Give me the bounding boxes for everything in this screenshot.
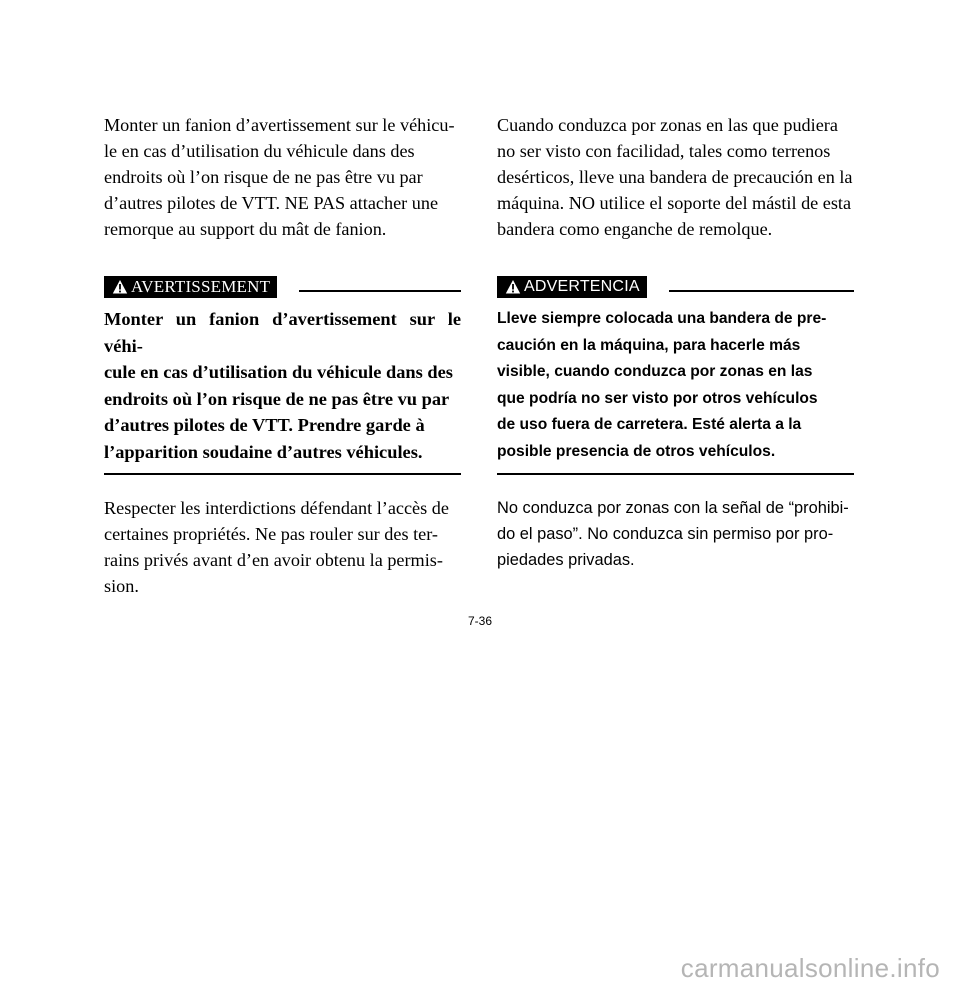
spanish-after-line: No conduzca por zonas con la señal de “prohibi-: [497, 499, 849, 517]
french-after-line: sion.: [104, 576, 139, 596]
spanish-after-line: piedades privadas.: [497, 551, 635, 569]
warning-triangle-icon: [505, 279, 521, 295]
french-intro-paragraph: [104, 112, 461, 242]
spanish-column: [497, 112, 854, 573]
spanish-warning-line: visible, cuando conduzca por zonas en las: [497, 363, 813, 380]
french-intro-line: remorque au support du mât de fanion.: [104, 219, 387, 239]
french-warning-line: endroits où l’on risque de ne pas être vu par: [104, 388, 450, 409]
spanish-intro-line: bandera como enganche de remolque.: [497, 219, 773, 239]
french-intro-line: endroits où l’on risque de ne pas être vu par: [104, 167, 423, 187]
spanish-intro-line: desérticos, lleve una bandera de precaución en la: [497, 167, 853, 187]
french-warning-line: cule en cas d’utilisation du véhicule dans des: [104, 362, 453, 382]
french-warning-rule: [299, 290, 461, 292]
spanish-warning-label: ADVERTENCIA: [524, 278, 640, 295]
french-after-paragraph: [104, 495, 461, 599]
spanish-warning-end-rule: [497, 473, 854, 475]
spanish-warning-line: caución en la máquina, para hacerle más: [497, 336, 801, 354]
french-intro-line: d’autres pilotes de VTT. NE PAS attacher une: [104, 193, 439, 213]
spanish-warning-header: [497, 276, 854, 298]
french-warning-line: Monter un fanion d’avertissement sur le véhi-: [104, 309, 461, 356]
french-warning-header: [104, 276, 461, 298]
french-intro-line: le en cas d’utilisation du véhicule dans des: [104, 141, 415, 161]
spanish-warning-line: posible presencia de otros vehículos.: [497, 442, 776, 460]
watermark-text: carmanualsonline.info: [680, 953, 940, 983]
french-column: [104, 112, 461, 599]
spanish-after-paragraph: [497, 495, 854, 573]
french-warning-line: l’apparition soudaine d’autres véhicules.: [104, 441, 423, 462]
page-number: 7-36: [467, 614, 493, 628]
spanish-warning-line: de uso fuera de carretera. Esté alerta a la: [497, 416, 802, 433]
french-warning-end-rule: [104, 473, 461, 475]
french-warning-line: d’autres pilotes de VTT. Prendre garde à: [104, 415, 425, 435]
spanish-intro-line: máquina. NO utilice el soporte del mástil de esta: [497, 193, 852, 213]
french-after-line: Respecter les interdictions défendant l’accès de: [104, 498, 449, 518]
french-warning-text: [104, 306, 461, 465]
french-warning-label: AVERTISSEMENT: [131, 277, 271, 296]
spanish-warning-line: Lleve siempre colocada una bandera de pre-: [497, 310, 827, 327]
spanish-warning-rule: [669, 290, 854, 292]
spanish-warning-text: [497, 306, 854, 465]
french-after-line: certaines propriétés. Ne pas rouler sur des ter-: [104, 524, 438, 544]
french-warning-badge: [104, 276, 277, 298]
spanish-intro-line: no ser visto con facilidad, tales como terrenos: [497, 141, 831, 161]
spanish-intro-paragraph: [497, 112, 854, 242]
warning-triangle-icon: [112, 279, 128, 295]
french-after-line: rains privés avant d’en avoir obtenu la permis-: [104, 550, 443, 570]
spanish-intro-line: Cuando conduzca por zonas en las que pudiera: [497, 115, 838, 135]
spanish-warning-badge: [497, 276, 647, 298]
spanish-after-line: do el paso”. No conduzca sin permiso por pro-: [497, 525, 834, 543]
spanish-warning-line: que podría no ser visto por otros vehículos: [497, 389, 818, 407]
french-intro-line: Monter un fanion d’avertissement sur le véhicu-: [104, 115, 455, 135]
